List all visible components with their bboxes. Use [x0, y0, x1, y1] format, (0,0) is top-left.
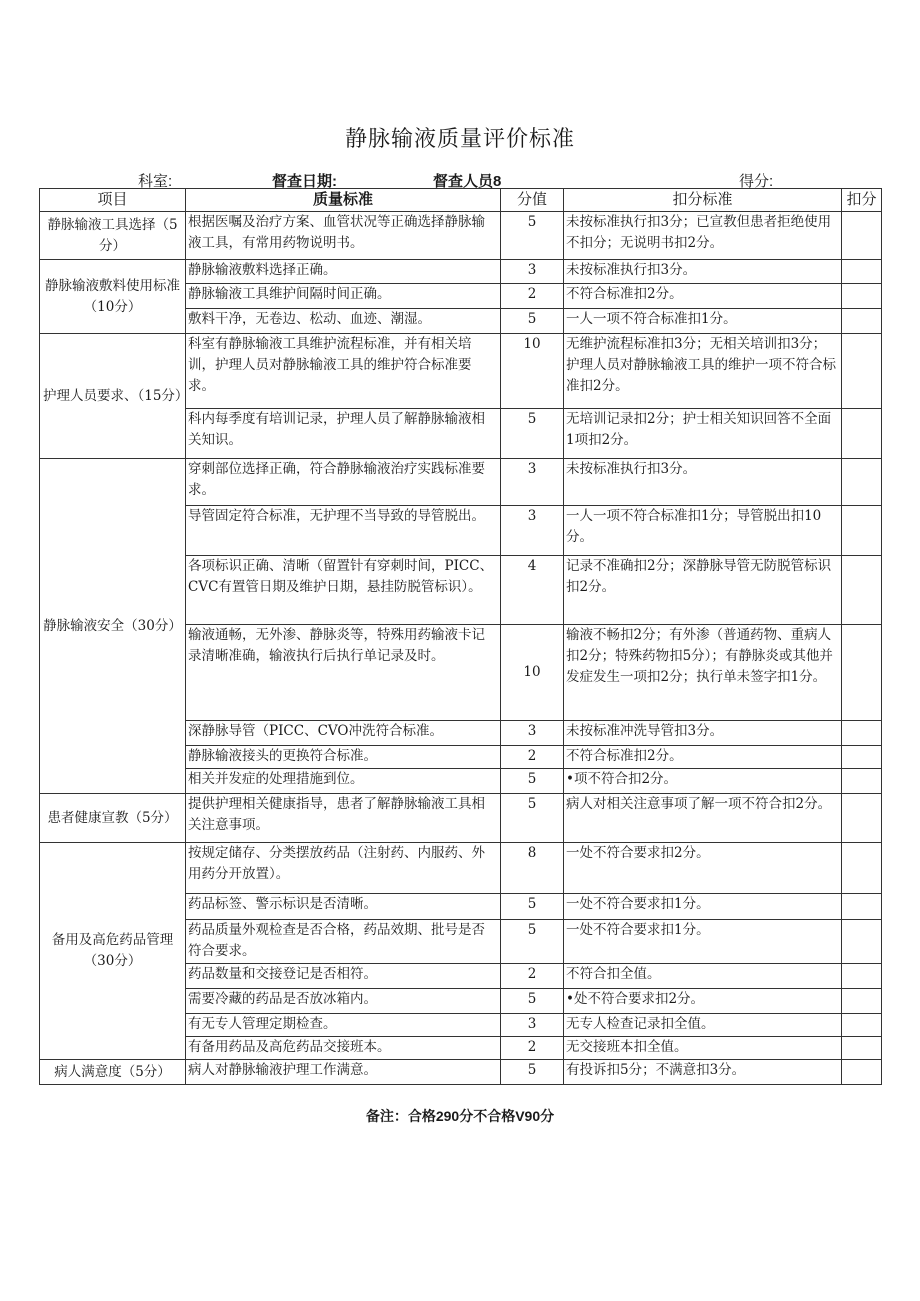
score-cell: 5: [501, 309, 564, 334]
category-cell: 护理人员要求、（15分）: [40, 334, 186, 459]
standard-cell: 深静脉导管（PICC、CVO冲洗符合标准。: [186, 721, 501, 746]
score-cell: 2: [501, 964, 564, 989]
score-cell: 3: [501, 459, 564, 506]
standard-cell: 敷料干净，无卷边、松动、血迹、潮湿。: [186, 309, 501, 334]
deduction-standard-cell: 未按标准冲洗导管扣3分。: [564, 721, 842, 746]
deduction-input-cell[interactable]: [842, 409, 882, 459]
standard-cell: 静脉输液工具维护间隔时间正确。: [186, 284, 501, 309]
standard-cell: 科内每季度有培训记录，护理人员了解静脉输液相关知识。: [186, 409, 501, 459]
deduction-standard-cell: 一处不符合要求扣1分。: [564, 920, 842, 964]
deduction-standard-cell: 无交接班本扣全值。: [564, 1037, 842, 1060]
deduction-input-cell[interactable]: [842, 843, 882, 894]
deduction-input-cell[interactable]: [842, 309, 882, 334]
score-cell: 5: [501, 920, 564, 964]
deduction-input-cell[interactable]: [842, 920, 882, 964]
header-deduction: 扣分: [842, 189, 882, 212]
standard-cell: 各项标识正确、清晰（留置针有穿刺时间，PICC、CVC有置管日期及维护日期，悬挂防脱管标识）。: [186, 556, 501, 625]
deduction-standard-cell: 病人对相关注意事项了解一项不符合扣2分。: [564, 794, 842, 843]
evaluation-table: [39, 188, 882, 1085]
deduction-standard-cell: 一人一项不符合标准扣1分。: [564, 309, 842, 334]
header-score: 分值: [501, 189, 564, 212]
header-deduction-standard: 扣分标准: [564, 189, 842, 212]
deduction-standard-cell: 记录不准确扣2分；深静脉导管无防脱管标识扣2分。: [564, 556, 842, 625]
deduction-standard-cell: 一人一项不符合标准扣1分；导管脱出扣10分。: [564, 506, 842, 556]
deduction-standard-cell: 一处不符合要求扣1分。: [564, 894, 842, 920]
inspector-label: 督查人员8: [433, 173, 502, 190]
score-cell: 3: [501, 260, 564, 284]
deduction-standard-cell: 未按标准执行扣3分。: [564, 459, 842, 506]
table-header-row: [40, 189, 882, 212]
deduction-input-cell[interactable]: [842, 556, 882, 625]
standard-cell: 有备用药品及高危药品交接班本。: [186, 1037, 501, 1060]
score-cell: 5: [501, 769, 564, 794]
deduction-input-cell[interactable]: [842, 1037, 882, 1060]
deduction-standard-cell: 不符合标准扣2分。: [564, 746, 842, 769]
header-standard: 质量标准: [186, 189, 501, 212]
deduction-input-cell[interactable]: [842, 506, 882, 556]
deduction-input-cell[interactable]: [842, 721, 882, 746]
table-row: [40, 1060, 882, 1085]
score-cell: 2: [501, 284, 564, 309]
deduction-standard-cell: 无培训记录扣2分；护士相关知识回答不全面1项扣2分。: [564, 409, 842, 459]
category-cell: 病人满意度（5分）: [40, 1060, 186, 1085]
deduction-standard-cell: 无专人检查记录扣全值。: [564, 1014, 842, 1037]
deduction-input-cell[interactable]: [842, 746, 882, 769]
category-cell: 静脉输液敷料使用标准（10分）: [40, 260, 186, 334]
score-cell: 3: [501, 721, 564, 746]
date-label: 督查日期:: [272, 173, 337, 190]
score-cell: 10: [501, 625, 564, 721]
deduction-standard-cell: •处不符合要求扣2分。: [564, 989, 842, 1014]
deduction-input-cell[interactable]: [842, 212, 882, 260]
deduction-input-cell[interactable]: [842, 894, 882, 920]
deduction-standard-cell: •项不符合扣2分。: [564, 769, 842, 794]
score-cell: 2: [501, 1037, 564, 1060]
table-row: [40, 334, 882, 409]
deduction-standard-cell: 一处不符合要求扣2分。: [564, 843, 842, 894]
deduction-standard-cell: 未按标准执行扣3分。: [564, 260, 842, 284]
deduction-input-cell[interactable]: [842, 1014, 882, 1037]
dept-label: 科室:: [138, 173, 173, 190]
score-cell: 5: [501, 794, 564, 843]
deduction-standard-cell: 未按标准执行扣3分；已宣教但患者拒绝使用不扣分；无说明书扣2分。: [564, 212, 842, 260]
deduction-input-cell[interactable]: [842, 260, 882, 284]
standard-cell: 相关并发症的处理措施到位。: [186, 769, 501, 794]
score-cell: 2: [501, 746, 564, 769]
header-item: 项目: [40, 189, 186, 212]
score-cell: 5: [501, 1060, 564, 1085]
deduction-input-cell[interactable]: [842, 794, 882, 843]
category-cell: 静脉输液安全（30分）: [40, 459, 186, 794]
footnote: 备注：合格290分不合格V90分: [365, 1108, 555, 1124]
standard-cell: 科室有静脉输液工具维护流程标准，并有相关培训，护理人员对静脉输液工具的维护符合标准要求。: [186, 334, 501, 409]
deduction-input-cell[interactable]: [842, 964, 882, 989]
deduction-input-cell[interactable]: [842, 284, 882, 309]
standard-cell: 病人对静脉输液护理工作满意。: [186, 1060, 501, 1085]
score-cell: 5: [501, 212, 564, 260]
deduction-input-cell[interactable]: [842, 334, 882, 409]
standard-cell: 药品标签、警示标识是否清晰。: [186, 894, 501, 920]
standard-cell: 输液通畅，无外渗、静脉炎等，特殊用药输液卡记录清晰准确，输液执行后执行单记录及时。: [186, 625, 501, 721]
score-cell: 3: [501, 506, 564, 556]
score-cell: 5: [501, 894, 564, 920]
table-row: [40, 260, 882, 284]
standard-cell: 静脉输液接头的更换符合标准。: [186, 746, 501, 769]
score-cell: 3: [501, 1014, 564, 1037]
deduction-input-cell[interactable]: [842, 625, 882, 721]
document-title: 静脉输液质量评价标准: [344, 127, 575, 152]
deduction-standard-cell: 有投诉扣5分；不满意扣3分。: [564, 1060, 842, 1085]
deduction-input-cell[interactable]: [842, 989, 882, 1014]
standard-cell: 有无专人管理定期检查。: [186, 1014, 501, 1037]
table-row: [40, 843, 882, 894]
category-cell: 备用及高危药品管理（30分）: [40, 843, 186, 1060]
standard-cell: 根据医嘱及治疗方案、血管状况等正确选择静脉输液工具，有常用药物说明书。: [186, 212, 501, 260]
deduction-standard-cell: 不符合扣全值。: [564, 964, 842, 989]
table-row: [40, 212, 882, 260]
table-row: [40, 794, 882, 843]
score-label: 得分:: [739, 173, 774, 190]
score-cell: 5: [501, 409, 564, 459]
standard-cell: 静脉输液敷料选择正确。: [186, 260, 501, 284]
standard-cell: 穿刺部位选择正确，符合静脉输液治疗实践标准要求。: [186, 459, 501, 506]
deduction-input-cell[interactable]: [842, 769, 882, 794]
deduction-input-cell[interactable]: [842, 1060, 882, 1085]
category-cell: 静脉输液工具选择（5分）: [40, 212, 186, 260]
standard-cell: 按规定储存、分类摆放药品（注射药、内服药、外用药分开放置）。: [186, 843, 501, 894]
score-cell: 4: [501, 556, 564, 625]
score-cell: 10: [501, 334, 564, 409]
category-cell: 患者健康宣教（5分）: [40, 794, 186, 843]
score-cell: 8: [501, 843, 564, 894]
deduction-standard-cell: 无维护流程标准扣3分；无相关培训扣3分；护理人员对静脉输液工具的维护一项不符合标准扣2分。: [564, 334, 842, 409]
standard-cell: 需要冷藏的药品是否放冰箱内。: [186, 989, 501, 1014]
standard-cell: 药品质量外观检查是否合格，药品效期、批号是否符合要求。: [186, 920, 501, 964]
deduction-standard-cell: 不符合标准扣2分。: [564, 284, 842, 309]
deduction-input-cell[interactable]: [842, 459, 882, 506]
score-cell: 5: [501, 989, 564, 1014]
table-row: [40, 459, 882, 506]
standard-cell: 提供护理相关健康指导，患者了解静脉输液工具相关注意事项。: [186, 794, 501, 843]
standard-cell: 导管固定符合标准，无护理不当导致的导管脱出。: [186, 506, 501, 556]
deduction-standard-cell: 输液不畅扣2分；有外渗（普通药物、重病人扣2分；特殊药物扣5分）；有静脉炎或其他并发症发生一项扣2分；执行单未签字扣1分。: [564, 625, 842, 721]
standard-cell: 药品数量和交接登记是否相符。: [186, 964, 501, 989]
